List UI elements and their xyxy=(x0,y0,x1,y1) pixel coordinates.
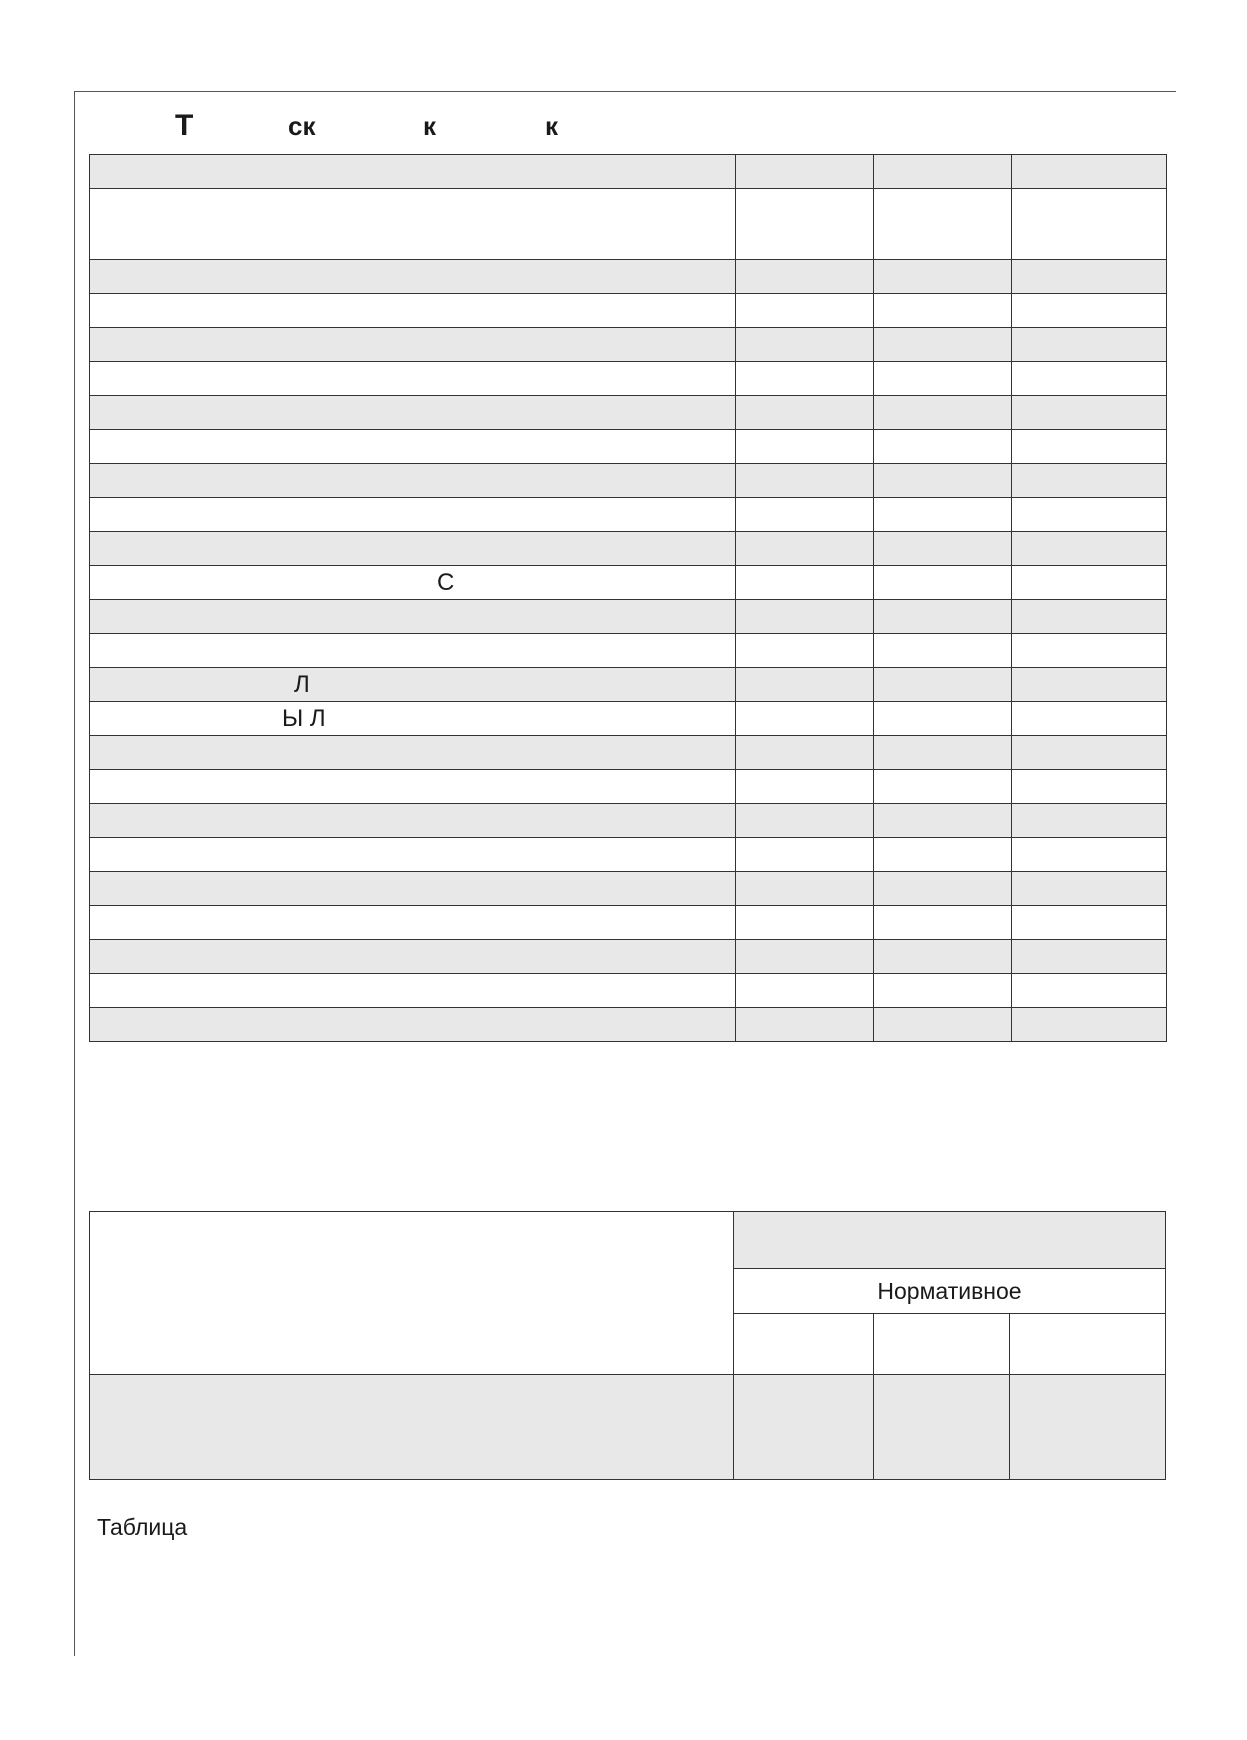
table-cell xyxy=(90,634,736,668)
table-cell xyxy=(90,1212,734,1375)
table-cell xyxy=(874,260,1012,294)
table-header-cell: Нормативное xyxy=(734,1269,1166,1314)
table-cell xyxy=(874,1314,1010,1375)
table-row xyxy=(90,736,1167,770)
table-cell xyxy=(874,498,1012,532)
table-cell xyxy=(90,362,736,396)
table-cell xyxy=(1010,1375,1166,1480)
heading-part-4: к xyxy=(545,111,559,141)
table-row xyxy=(90,974,1167,1008)
table-cell xyxy=(90,974,736,1008)
table-cell xyxy=(1012,498,1167,532)
table-cell xyxy=(1012,736,1167,770)
table-cell xyxy=(1012,770,1167,804)
cell-glyph-text: Л xyxy=(294,671,310,698)
table-cell xyxy=(1012,1008,1167,1042)
table-cell xyxy=(90,1008,736,1042)
table-row xyxy=(90,1212,1166,1269)
table-cell xyxy=(736,260,874,294)
table-cell xyxy=(90,566,736,600)
table-cell xyxy=(1012,668,1167,702)
table-cell xyxy=(874,736,1012,770)
table-cell xyxy=(90,189,736,260)
table-row xyxy=(90,940,1167,974)
table-cell xyxy=(874,155,1012,189)
table-cell xyxy=(736,362,874,396)
table-cell xyxy=(736,838,874,872)
table-cell xyxy=(1012,362,1167,396)
table-cell xyxy=(736,906,874,940)
table-cell xyxy=(874,906,1012,940)
table-cell xyxy=(1012,532,1167,566)
table-cell xyxy=(90,532,736,566)
table-row xyxy=(90,498,1167,532)
table-row xyxy=(90,1008,1167,1042)
table-cell xyxy=(874,600,1012,634)
table-cell xyxy=(1012,838,1167,872)
table-cell xyxy=(736,940,874,974)
table-cell xyxy=(736,328,874,362)
table-cell xyxy=(736,464,874,498)
table-cell xyxy=(1012,804,1167,838)
table-row xyxy=(90,566,1167,600)
table-cell xyxy=(1012,872,1167,906)
norms-table xyxy=(89,1211,1166,1480)
table-cell xyxy=(874,430,1012,464)
table-row xyxy=(90,464,1167,498)
table-cell xyxy=(736,804,874,838)
table-cell xyxy=(736,294,874,328)
main-table xyxy=(89,154,1167,1042)
table-cell xyxy=(90,770,736,804)
table-cell xyxy=(734,1314,874,1375)
table-row xyxy=(90,804,1167,838)
table-cell xyxy=(1012,189,1167,260)
table-cell xyxy=(736,396,874,430)
table-cell xyxy=(874,566,1012,600)
table-row xyxy=(90,600,1167,634)
table-cell xyxy=(736,634,874,668)
table-cell xyxy=(874,1375,1010,1480)
heading-part-3: к xyxy=(423,111,437,141)
table-row xyxy=(90,294,1167,328)
table-cell xyxy=(874,804,1012,838)
table-cell xyxy=(1012,566,1167,600)
table-cell xyxy=(874,838,1012,872)
cell-glyph-text: С xyxy=(437,569,455,596)
table-cell xyxy=(1012,634,1167,668)
table-row xyxy=(90,668,1167,702)
table-cell xyxy=(874,668,1012,702)
table-row xyxy=(90,838,1167,872)
table-cell xyxy=(90,906,736,940)
table-cell xyxy=(874,464,1012,498)
table-cell xyxy=(90,940,736,974)
table-row xyxy=(90,770,1167,804)
table-row xyxy=(90,702,1167,736)
table-cell xyxy=(90,1375,734,1480)
table-cell xyxy=(1012,396,1167,430)
table-cell xyxy=(90,464,736,498)
table-cell xyxy=(874,702,1012,736)
table-row xyxy=(90,155,1167,189)
table-cell xyxy=(90,396,736,430)
table-cell xyxy=(736,668,874,702)
table-cell xyxy=(1012,430,1167,464)
table-cell xyxy=(736,872,874,906)
table-row xyxy=(90,1375,1166,1480)
table-cell xyxy=(736,974,874,1008)
table-cell xyxy=(1012,155,1167,189)
table-row xyxy=(90,906,1167,940)
table-cell xyxy=(736,1008,874,1042)
table-cell xyxy=(874,396,1012,430)
table-cell xyxy=(1012,294,1167,328)
table-cell xyxy=(874,872,1012,906)
table-row xyxy=(90,532,1167,566)
table-cell xyxy=(1012,906,1167,940)
table-cell xyxy=(90,668,736,702)
table-cell xyxy=(90,736,736,770)
table-cell xyxy=(736,498,874,532)
table-cell xyxy=(874,1008,1012,1042)
frame-top-rule xyxy=(74,91,1176,92)
table-row xyxy=(90,328,1167,362)
table-cell xyxy=(736,566,874,600)
table-cell xyxy=(874,974,1012,1008)
table-row xyxy=(90,189,1167,260)
table-cell xyxy=(736,736,874,770)
table-cell xyxy=(736,702,874,736)
table-cell xyxy=(1012,974,1167,1008)
table-row xyxy=(90,362,1167,396)
cell-glyph-text: Ы Л xyxy=(282,705,326,732)
table-cell xyxy=(1012,702,1167,736)
table-row xyxy=(90,396,1167,430)
table-cell xyxy=(1012,464,1167,498)
table-cell xyxy=(874,328,1012,362)
table-cell xyxy=(736,430,874,464)
table-cell xyxy=(90,294,736,328)
table-cell xyxy=(874,940,1012,974)
table-cell xyxy=(90,328,736,362)
table-caption: Таблица xyxy=(97,1514,188,1540)
table-cell xyxy=(90,804,736,838)
frame-left-rule xyxy=(74,91,75,1656)
table-cell xyxy=(874,294,1012,328)
table-cell xyxy=(874,189,1012,260)
table-cell xyxy=(874,634,1012,668)
table-row xyxy=(90,872,1167,906)
table-cell xyxy=(734,1212,1166,1269)
table-cell xyxy=(90,872,736,906)
table-cell xyxy=(1012,328,1167,362)
table-cell xyxy=(90,600,736,634)
table-cell xyxy=(90,260,736,294)
table-cell xyxy=(734,1375,874,1480)
table-cell xyxy=(90,838,736,872)
table-cell xyxy=(1012,940,1167,974)
table-row xyxy=(90,430,1167,464)
table-cell xyxy=(90,430,736,464)
table-cell xyxy=(736,600,874,634)
heading-part-2: ск xyxy=(288,111,316,141)
table-cell xyxy=(1010,1314,1166,1375)
table-cell xyxy=(90,498,736,532)
table-row xyxy=(90,260,1167,294)
table-cell xyxy=(874,532,1012,566)
table-cell xyxy=(1012,600,1167,634)
table-cell xyxy=(736,532,874,566)
table-row xyxy=(90,634,1167,668)
table-cell xyxy=(736,770,874,804)
table-cell xyxy=(736,189,874,260)
table-cell xyxy=(874,362,1012,396)
table-cell xyxy=(90,155,736,189)
table-cell xyxy=(1012,260,1167,294)
table-cell xyxy=(874,770,1012,804)
heading-part-1: Т xyxy=(175,109,194,142)
table-cell xyxy=(736,155,874,189)
table-cell xyxy=(90,702,736,736)
